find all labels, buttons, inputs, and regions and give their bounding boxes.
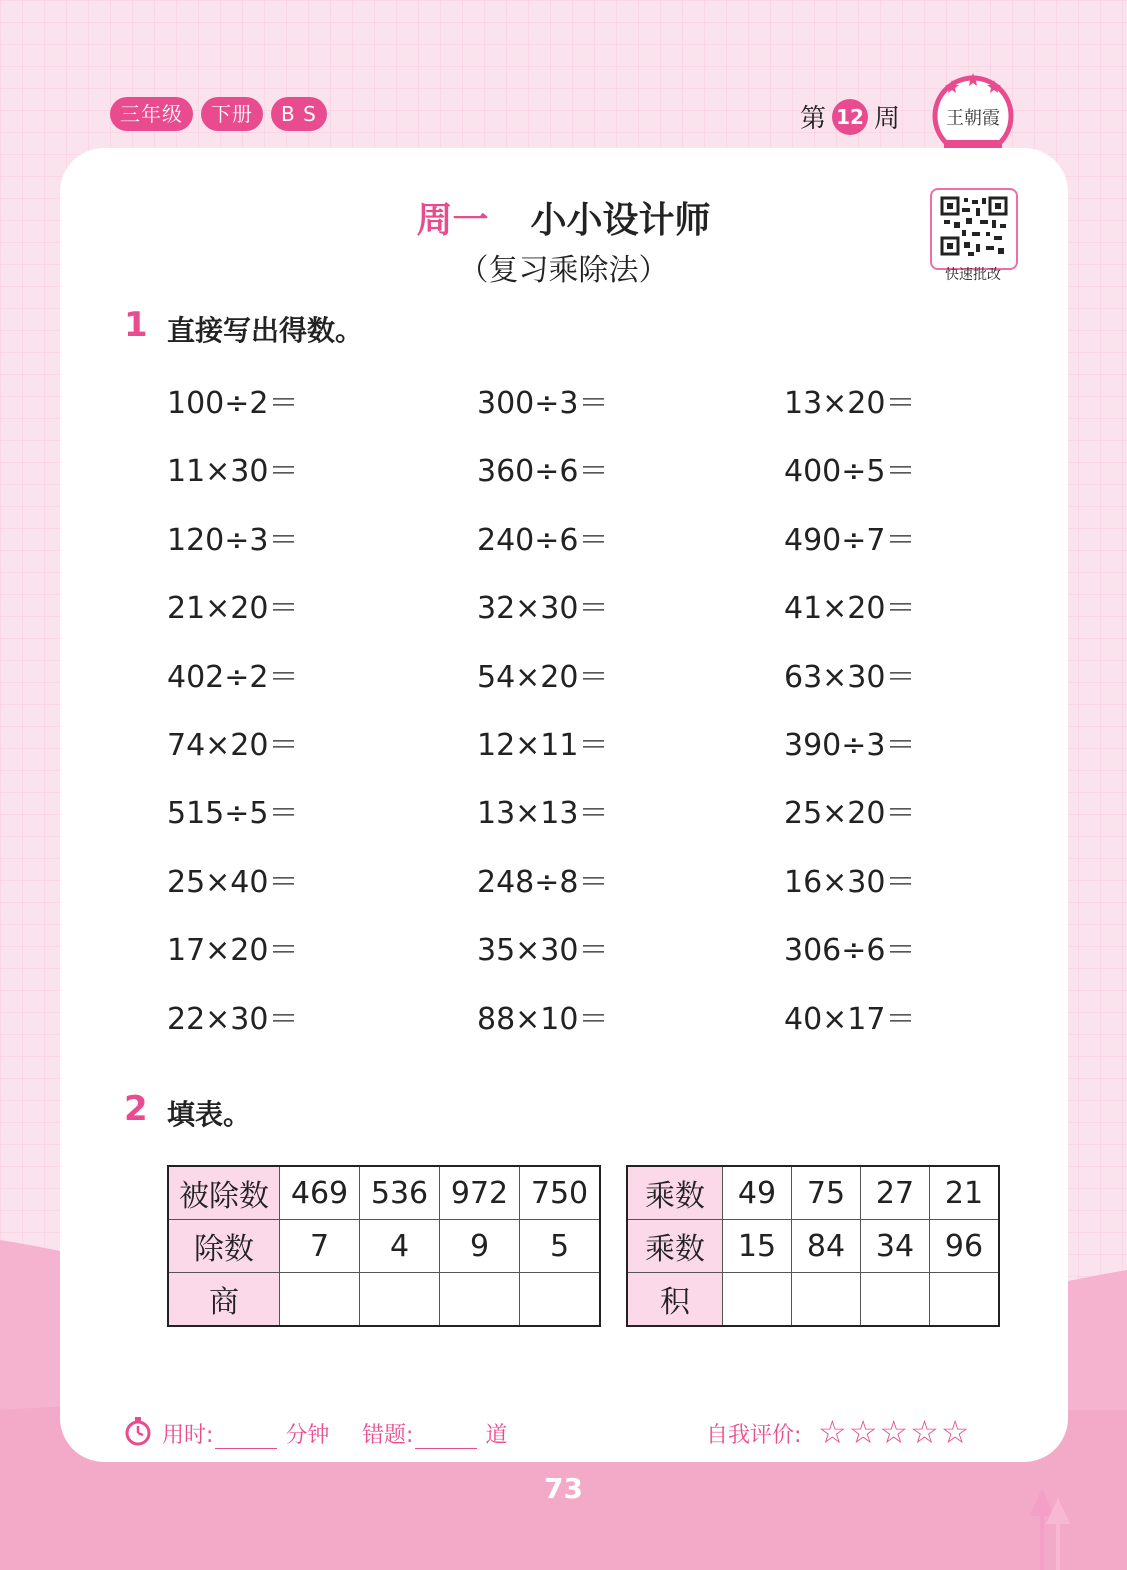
table-row	[627, 1166, 999, 1220]
edition-tag: B S	[271, 97, 327, 131]
qr-label: 快速批改	[945, 267, 1001, 283]
time-used-field	[162, 1418, 329, 1449]
table-row	[168, 1220, 600, 1273]
week-suffix: 周	[874, 104, 901, 134]
table-header-cell: 被除数	[168, 1166, 280, 1220]
math-problem: 63×30＝	[784, 659, 916, 695]
week-prefix: 第	[800, 104, 827, 134]
star-rating[interactable]: ☆☆☆☆☆	[818, 1413, 972, 1451]
errors-unit: 道	[485, 1423, 508, 1448]
math-problem: 16×30＝	[784, 864, 916, 900]
math-problem: 100÷2＝	[167, 386, 299, 421]
errors-label: 错题:	[362, 1423, 414, 1448]
table-cell: 21	[930, 1166, 1000, 1220]
math-problem: 400÷5＝	[784, 454, 916, 490]
math-problem: 35×30＝	[477, 933, 609, 969]
section-1-number: 1	[124, 305, 148, 345]
grade-tag: 三年级	[110, 97, 193, 131]
week-indicator	[800, 98, 900, 135]
math-problem: 490÷7＝	[784, 522, 916, 558]
table-cell: 9	[440, 1220, 520, 1273]
math-problem: 22×30＝	[167, 1001, 299, 1037]
table-row	[168, 1166, 600, 1220]
svg-text:王朝霞: 王朝霞	[946, 108, 1000, 129]
table-header-cell: 商	[168, 1273, 280, 1327]
answer-cell[interactable]	[930, 1273, 1000, 1327]
math-problem: 13×20＝	[784, 386, 916, 421]
arrow-decoration-icon	[1028, 1488, 1076, 1570]
answer-cell[interactable]	[520, 1273, 601, 1327]
answer-cell[interactable]	[861, 1273, 930, 1327]
stopwatch-icon	[124, 1416, 152, 1446]
math-problem: 11×30＝	[167, 454, 299, 490]
table-cell: 27	[861, 1166, 930, 1220]
math-problem: 360÷6＝	[477, 454, 609, 490]
math-problem: 17×20＝	[167, 933, 299, 969]
math-problem: 240÷6＝	[477, 522, 609, 558]
math-problem: 25×20＝	[784, 796, 916, 832]
table-cell: 536	[360, 1166, 440, 1220]
math-problem: 32×30＝	[477, 591, 609, 627]
multiplication-table	[626, 1165, 1000, 1327]
title-name: 小小设计师	[530, 200, 711, 241]
table-cell: 750	[520, 1166, 601, 1220]
table-cell: 34	[861, 1220, 930, 1273]
page-number: 73	[544, 1472, 583, 1505]
time-input-blank[interactable]	[215, 1426, 277, 1449]
table-header-cell: 积	[627, 1273, 723, 1327]
table-cell: 49	[723, 1166, 792, 1220]
table-cell: 7	[280, 1220, 360, 1273]
math-problem: 12×11＝	[477, 728, 609, 763]
table-header-cell: 乘数	[627, 1220, 723, 1273]
math-problem: 54×20＝	[477, 659, 609, 695]
math-problem: 25×40＝	[167, 864, 299, 900]
table-header-cell: 除数	[168, 1220, 280, 1273]
answer-cell[interactable]	[280, 1273, 360, 1327]
answer-cell[interactable]	[723, 1273, 792, 1327]
table-header-cell: 乘数	[627, 1166, 723, 1220]
page-subtitle: （复习乘除法）	[458, 253, 669, 288]
self-rating-label: 自我评价:	[706, 1423, 802, 1448]
math-problem: 306÷6＝	[784, 933, 916, 969]
table-row	[168, 1273, 600, 1327]
math-problem: 21×20＝	[167, 591, 299, 627]
answer-cell[interactable]	[792, 1273, 861, 1327]
table-cell: 84	[792, 1220, 861, 1273]
week-number-badge: 12	[832, 99, 868, 135]
math-problem: 515÷5＝	[167, 796, 299, 832]
division-table	[167, 1165, 601, 1327]
table-cell: 972	[440, 1166, 520, 1220]
math-problem: 88×10＝	[477, 1001, 609, 1037]
title-day: 周一	[416, 200, 489, 241]
section-1-title: 直接写出得数。	[167, 314, 364, 347]
math-problem: 41×20＝	[784, 591, 916, 627]
table-cell: 15	[723, 1220, 792, 1273]
table-cell: 4	[360, 1220, 440, 1273]
table-cell: 96	[930, 1220, 1000, 1273]
table-cell: 75	[792, 1166, 861, 1220]
math-problem: 13×13＝	[477, 796, 609, 832]
math-problem: 120÷3＝	[167, 522, 299, 558]
answer-cell[interactable]	[360, 1273, 440, 1327]
math-problem: 300÷3＝	[477, 386, 609, 421]
page-title	[0, 192, 1127, 243]
table-cell: 469	[280, 1166, 360, 1220]
table-row	[627, 1273, 999, 1327]
section-2-number: 2	[124, 1089, 148, 1129]
math-problem: 248÷8＝	[477, 864, 609, 900]
math-problem: 402÷2＝	[167, 659, 299, 695]
answer-cell[interactable]	[440, 1273, 520, 1327]
math-problem: 40×17＝	[784, 1001, 916, 1037]
errors-field	[362, 1418, 507, 1449]
errors-input-blank[interactable]	[415, 1426, 477, 1449]
time-label: 用时:	[162, 1423, 214, 1448]
volume-tag: 下册	[201, 97, 263, 131]
time-unit: 分钟	[285, 1423, 330, 1448]
math-problem: 74×20＝	[167, 728, 299, 763]
table-row	[627, 1220, 999, 1273]
table-cell: 5	[520, 1220, 601, 1273]
math-problem: 390÷3＝	[784, 728, 916, 763]
section-2-title: 填表。	[167, 1098, 252, 1131]
grade-tags	[110, 97, 327, 131]
